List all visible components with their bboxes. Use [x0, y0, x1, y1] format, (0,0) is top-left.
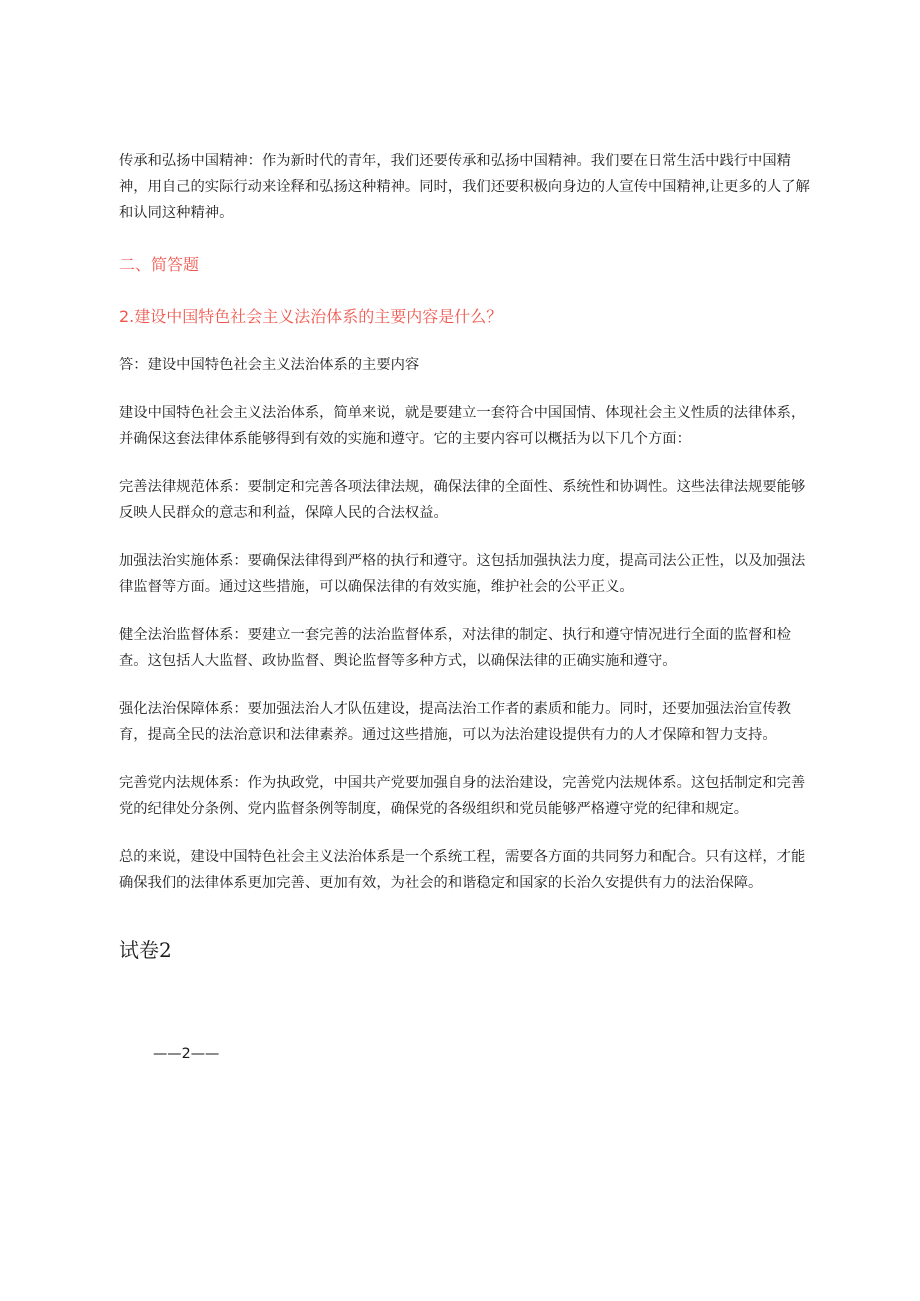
question-heading: 2.建设中国特色社会主义法治体系的主要内容是什么？: [119, 307, 503, 326]
document-body: [119, 148, 814, 896]
body-paragraph-party-regulations: 完善党内法规体系：作为执政党，中国共产党要加强自身的法治建设，完善党内法规体系。这包括制定和完善党的纪律处分条例、党内监督条例等制度，确保党的各级组织和党员能够严格遵守党的纪律和规定。: [119, 775, 806, 817]
intro-paragraph: 传承和弘扬中国精神：作为新时代的青年，我们还要传承和弘扬中国精神。我们要在日常生活中践行中国精神，用自己的实际行动来诠释和弘扬这种精神。同时，我们还要积极向身边的人宣传中国精神,让更多的人了解和认同这种精神。: [119, 153, 810, 221]
paper-title: 试卷2: [119, 938, 172, 962]
section-heading: 二、简答题: [119, 255, 200, 274]
body-paragraph-supervision: 健全法治监督体系：要建立一套完善的法治监督体系，对法律的制定、执行和遵守情况进行全面的监督和检查。这包括人大监督、政协监督、舆论监督等多种方式，以确保法律的正确实施和遵守。: [119, 627, 791, 669]
body-paragraph-conclusion: 总的来说，建设中国特色社会主义法治体系是一个系统工程，需要各方面的共同努力和配合。只有这样，才能确保我们的法律体系更加完善、更加有效，为社会的和谐稳定和国家的长治久安提供有力的法治保障。: [119, 849, 806, 891]
page-number: ——2——: [153, 1046, 220, 1062]
answer-lead: 答：建设中国特色社会主义法治体系的主要内容: [119, 357, 420, 373]
body-paragraph-implementation: 加强法治实施体系：要确保法律得到严格的执行和遵守。这包括加强执法力度，提高司法公正性，以及加强法律监督等方面。通过这些措施，可以确保法律的有效实施，维护社会的公平正义。: [119, 553, 806, 595]
body-paragraph-guarantee: 强化法治保障体系：要加强法治人才队伍建设，提高法治工作者的素质和能力。同时，还要加强法治宣传教育，提高全民的法治意识和法律素养。通过这些措施，可以为法治建设提供有力的人才保障和智力支持。: [119, 701, 791, 743]
body-paragraph-legal-norms: 完善法律规范体系：要制定和完善各项法律法规，确保法律的全面性、系统性和协调性。这些法律法规要能够反映人民群众的意志和利益，保障人民的合法权益。: [119, 479, 806, 521]
body-paragraph-overview: 建设中国特色社会主义法治体系，简单来说，就是要建立一套符合中国国情、体现社会主义性质的法律体系，并确保这套法律体系能够得到有效的实施和遵守。它的主要内容可以概括为以下几个方面：: [119, 405, 806, 447]
